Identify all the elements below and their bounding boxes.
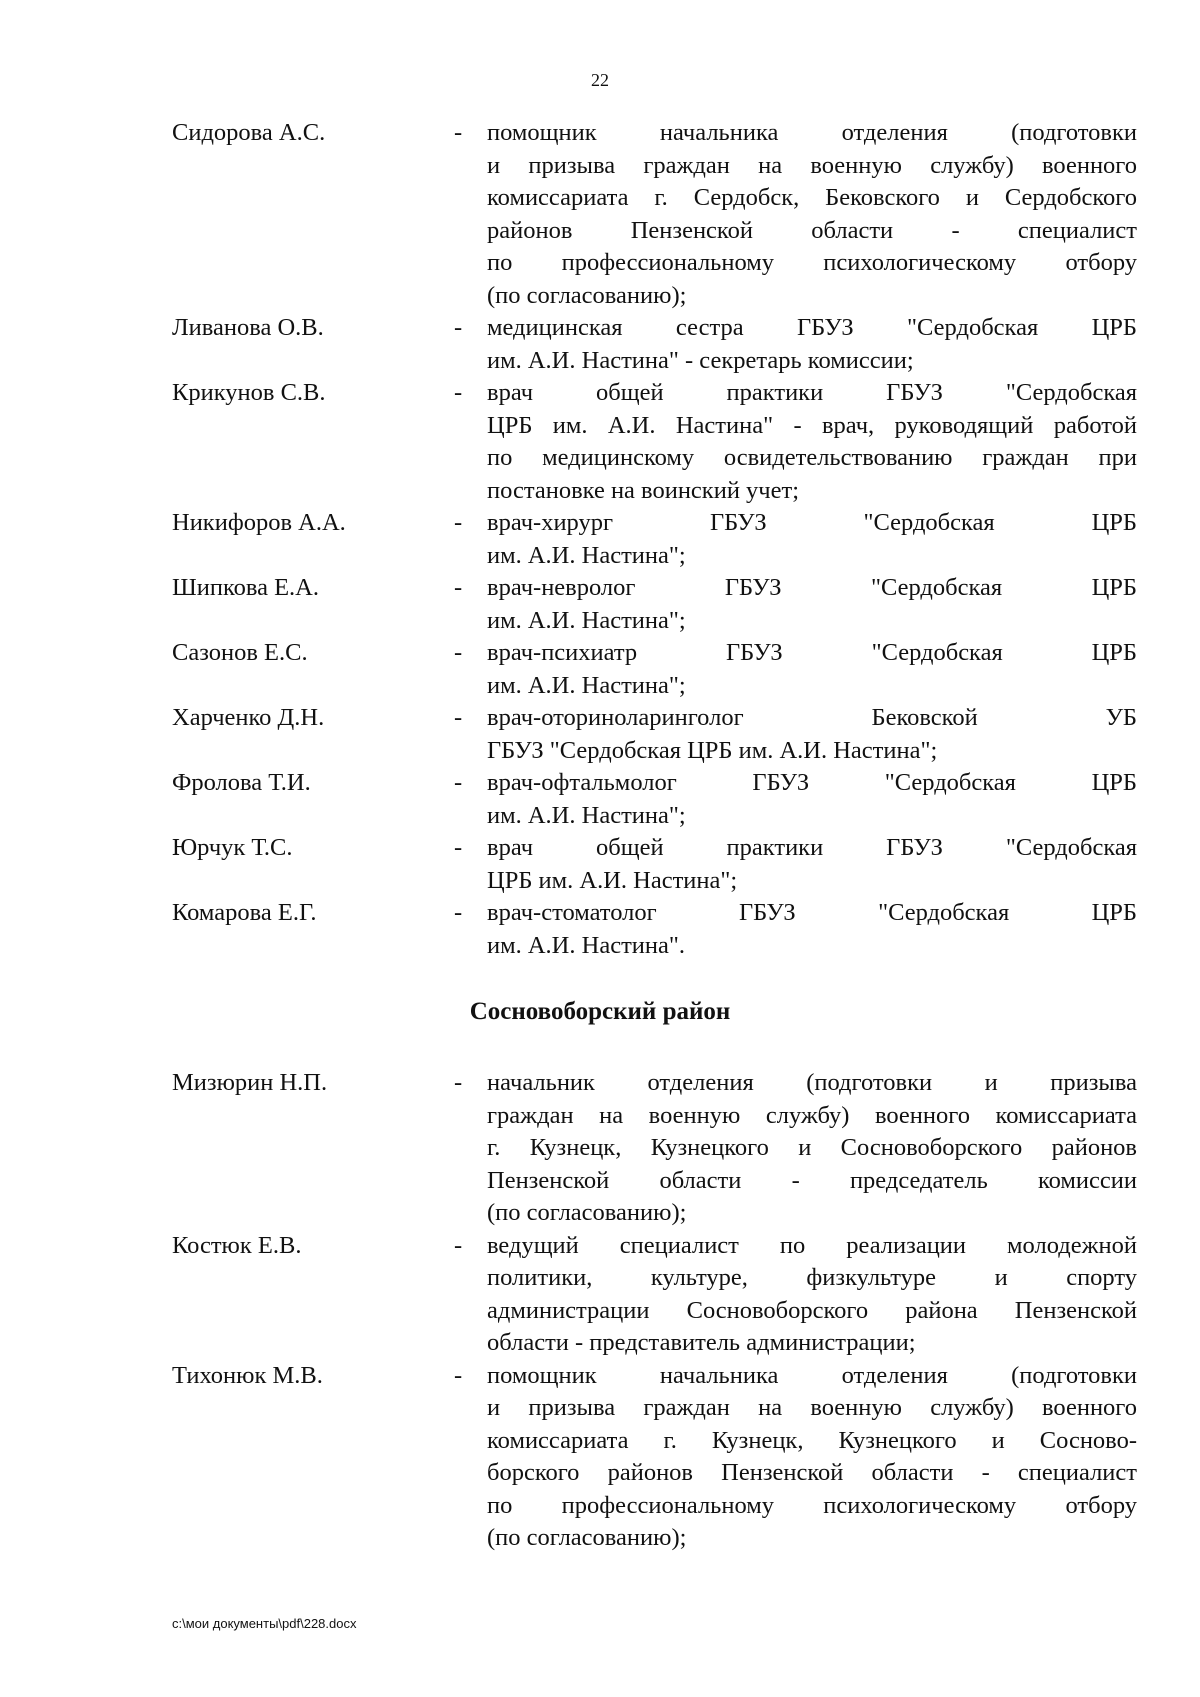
position-line: (по согласованию); (487, 1524, 687, 1551)
member-dash: - (454, 704, 463, 731)
position-line: ЦРБ им. А.И. Настина" - врач, руководящий работой (487, 411, 1137, 439)
section-title: Сосновоборский район (469, 998, 731, 1025)
member-name: Сазонов Е.С. (172, 639, 308, 666)
member-position (487, 1230, 1137, 1360)
position-line: врач-психиатр ГБУЗ "Сердобская ЦРБ (487, 639, 1137, 666)
position-line: врач общей практики ГБУЗ "Сердобская (487, 834, 1137, 861)
member-row (172, 572, 1137, 637)
member-row (172, 897, 1137, 962)
member-row (172, 832, 1137, 897)
member-name: Ливанова О.В. (172, 314, 324, 341)
position-line: им. А.И. Настина"; (487, 541, 686, 569)
position-line: начальник отделения (подготовки и призыва (487, 1069, 1137, 1096)
member-dash: - (454, 119, 463, 146)
position-line: помощник начальника отделения (подготовки (487, 1361, 1137, 1389)
member-row (172, 1067, 1137, 1230)
member-position (487, 1067, 1137, 1230)
position-line: им. А.И. Настина". (487, 931, 685, 959)
member-row (172, 637, 1137, 702)
position-line: администрации Сосновоборского района Пензенской (487, 1296, 1137, 1324)
member-dash: - (454, 314, 463, 341)
member-name: Фролова Т.И. (172, 769, 311, 796)
member-row (172, 1360, 1137, 1555)
member-name: Тихонюк М.В. (172, 1361, 323, 1389)
member-name: Комарова Е.Г. (172, 899, 317, 926)
member-dash: - (454, 574, 463, 601)
member-row (172, 117, 1137, 312)
position-line: ЦРБ им. А.И. Настина"; (487, 866, 738, 894)
page-number: 22 (591, 70, 609, 90)
member-name: Никифоров А.А. (172, 509, 346, 536)
position-line: врач-оториноларинголог Бековской УБ (487, 704, 1137, 731)
position-line: области - представитель администрации; (487, 1329, 916, 1356)
position-line: медицинская сестра ГБУЗ "Сердобская ЦРБ (487, 314, 1137, 341)
position-line: районов Пензенской области - специалист (487, 216, 1137, 244)
member-dash: - (454, 639, 463, 666)
member-dash: - (454, 834, 463, 861)
member-dash: - (454, 899, 463, 926)
member-name: Сидорова А.С. (172, 119, 326, 146)
position-line: комиссариата г. Кузнецк, Кузнецкого и Сосново- (487, 1426, 1137, 1454)
position-line: (по согласованию); (487, 1199, 687, 1226)
member-row (172, 702, 1137, 767)
footer-file-path: c:\мои документы\pdf\228.docx (172, 1616, 357, 1631)
position-line: Пензенской области - председатель комиссии (487, 1166, 1137, 1194)
member-dash: - (454, 769, 463, 796)
member-name: Юрчук Т.С. (172, 834, 293, 861)
member-position (487, 832, 1137, 897)
member-name: Крикунов С.В. (172, 379, 326, 406)
position-line: комиссариата г. Сердобск, Бековского и Сердобского (487, 184, 1137, 211)
member-position (487, 507, 1137, 572)
member-dash: - (454, 509, 463, 536)
commission-list-sosnovoborsk (172, 1067, 1137, 1555)
member-position (487, 897, 1137, 962)
position-line: и призыва граждан на военную службу) военного (487, 1394, 1137, 1421)
position-line: по медицинскому освидетельствованию граждан при (487, 444, 1137, 471)
member-position (487, 767, 1137, 832)
position-line: помощник начальника отделения (подготовки (487, 119, 1137, 146)
position-line: постановке на воинский учет; (487, 476, 800, 504)
member-dash: - (454, 379, 463, 406)
member-dash: - (454, 1069, 463, 1096)
member-row (172, 377, 1137, 507)
member-position (487, 377, 1137, 507)
position-line: им. А.И. Настина"; (487, 671, 686, 699)
position-line: г. Кузнецк, Кузнецкого и Сосновоборского районов (487, 1134, 1137, 1161)
position-line: врач-стоматолог ГБУЗ "Сердобская ЦРБ (487, 899, 1137, 926)
member-position (487, 1360, 1137, 1555)
member-name: Костюк Е.В. (172, 1231, 302, 1259)
member-dash: - (454, 1231, 463, 1259)
position-line: им. А.И. Настина"; (487, 606, 686, 634)
position-line: политики, культуре, физкультуре и спорту (487, 1264, 1137, 1291)
position-line: граждан на военную службу) военного комиссариата (487, 1101, 1137, 1129)
member-position (487, 572, 1137, 637)
position-line: (по согласованию); (487, 281, 687, 309)
member-row (172, 767, 1137, 832)
member-name: Шипкова Е.А. (172, 574, 319, 601)
position-line: борского районов Пензенской области - специалист (487, 1459, 1137, 1486)
member-position (487, 702, 1137, 767)
member-row (172, 312, 1137, 377)
member-row (172, 1230, 1137, 1360)
member-position (487, 117, 1137, 312)
member-name: Мизюрин Н.П. (172, 1069, 328, 1096)
position-line: им. А.И. Настина"; (487, 801, 686, 829)
position-line: врач-хирург ГБУЗ "Сердобская ЦРБ (487, 509, 1137, 536)
position-line: ГБУЗ "Сердобская ЦРБ им. А.И. Настина"; (487, 736, 938, 764)
member-dash: - (454, 1361, 463, 1389)
member-row (172, 507, 1137, 572)
position-line: врач-невролог ГБУЗ "Сердобская ЦРБ (487, 574, 1137, 601)
position-line: и призыва граждан на военную службу) военного (487, 151, 1137, 179)
position-line: по профессиональному психологическому отбору (487, 249, 1137, 276)
member-position (487, 637, 1137, 702)
position-line: по профессиональному психологическому отбору (487, 1491, 1137, 1519)
member-position (487, 312, 1137, 377)
position-line: врач общей практики ГБУЗ "Сердобская (487, 379, 1137, 406)
commission-list-serdobsk (172, 117, 1137, 962)
member-name: Харченко Д.Н. (172, 704, 325, 731)
position-line: ведущий специалист по реализации молодежной (487, 1231, 1137, 1259)
position-line: им. А.И. Настина" - секретарь комиссии; (487, 346, 914, 374)
position-line: врач-офтальмолог ГБУЗ "Сердобская ЦРБ (487, 769, 1137, 796)
